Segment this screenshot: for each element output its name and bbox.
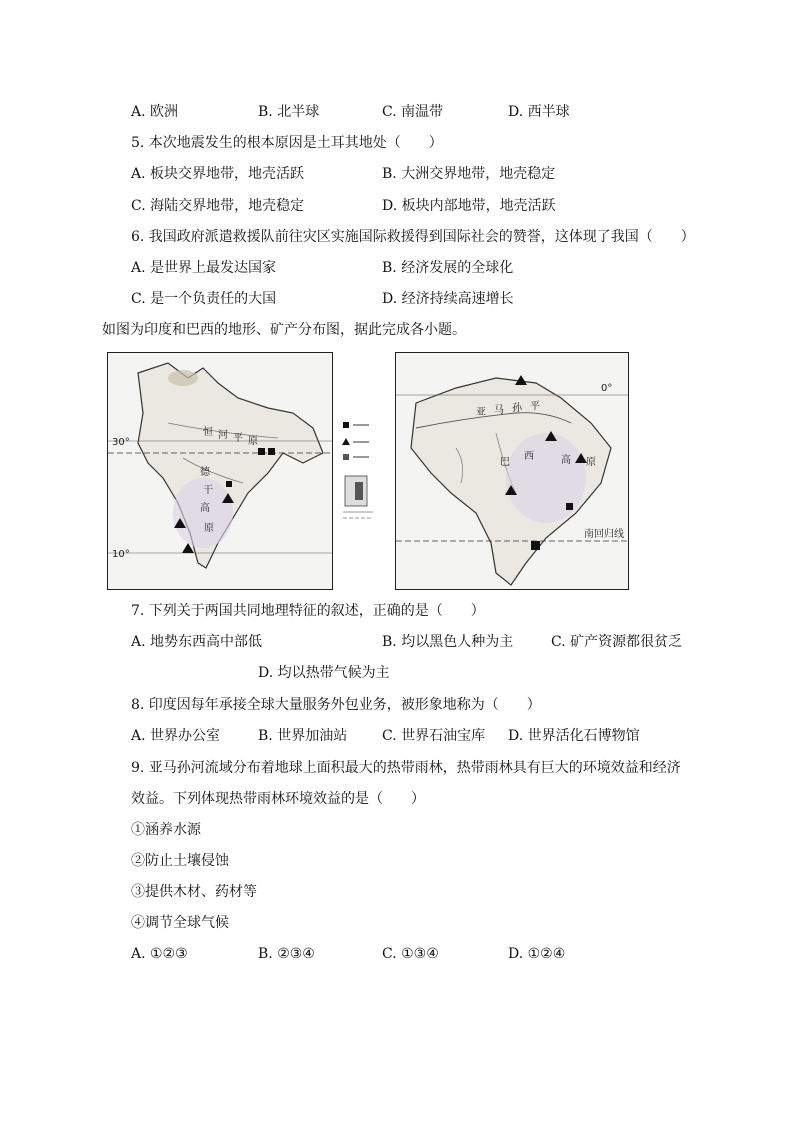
india-deccan-label-3: 高	[200, 503, 210, 514]
q5-option-a: A. 板块交界地带，地壳活跃	[131, 166, 305, 182]
q9-item-4: ④调节全球气候	[131, 915, 229, 931]
india-mine-marker	[226, 481, 232, 487]
brazil-amazon-label-4: 平	[530, 401, 540, 412]
q9-stem-line-2: 效益。下列体现热带雨林环境效益的是（ ）	[131, 791, 425, 807]
q9-option-d: D. ①②④	[508, 946, 566, 962]
india-lat-bottom: 10°	[112, 549, 130, 560]
q9-item-3: ③提供木材、药材等	[131, 884, 257, 900]
q9-stem-line-1: 9. 亚马孙河流域分布着地球上面积最大的热带雨林，热带雨林具有巨大的环境效益和经济	[131, 760, 681, 776]
q5-option-d: D. 板块内部地带，地壳活跃	[382, 198, 556, 214]
india-coal-marker	[258, 448, 265, 455]
q7-option-a: A. 地势东西高中部低	[131, 634, 263, 650]
india-deccan-label-2: 干	[203, 485, 213, 496]
q8-option-c: C. 世界石油宝库	[382, 728, 486, 744]
q9-item-2: ②防止土壤侵蚀	[131, 853, 229, 869]
q7-option-d: D. 均以热带气候为主	[258, 665, 390, 681]
q9-item-1: ①涵养水源	[131, 822, 201, 838]
q7-stem: 7. 下列关于两国共同地理特征的叙述，正确的是（ ）	[131, 603, 485, 619]
brazil-plateau-label-1: 巴	[500, 457, 510, 468]
india-lat-top: 30°	[112, 437, 130, 448]
brazil-mine-marker	[566, 503, 573, 510]
q4-option-c: C. 南温带	[382, 104, 444, 120]
brazil-plateau-label-4: 原	[586, 457, 596, 468]
q5-option-c: C. 海陆交界地带，地壳稳定	[131, 198, 305, 214]
q6-option-b: B. 经济发展的全球化	[382, 260, 514, 276]
map-intro: 如图为印度和巴西的地形、矿产分布图，据此完成各小题。	[102, 322, 466, 338]
brazil-map	[395, 352, 629, 590]
q7-option-b: B. 均以黑色人种为主	[382, 634, 514, 650]
india-deccan-label-1: 德	[200, 467, 210, 478]
q4-option-a: A. 欧洲	[131, 104, 179, 120]
brazil-lat-top: 0°	[601, 383, 613, 394]
q8-option-b: B. 世界加油站	[258, 728, 348, 744]
q9-option-b: B. ②③④	[258, 946, 315, 962]
india-plain-label-1: 恒	[203, 427, 213, 438]
q6-option-a: A. 是世界上最发达国家	[131, 260, 277, 276]
q6-option-c: C. 是一个负责任的大国	[131, 291, 277, 307]
brazil-plateau-label-2: 西	[524, 451, 534, 462]
india-plain-label-3: 平	[233, 433, 243, 444]
brazil-amazon-label-1: 亚	[476, 407, 486, 418]
brazil-tropic-label: 南回归线	[584, 529, 624, 540]
q4-option-b: B. 北半球	[258, 104, 320, 120]
q6-stem: 6. 我国政府派遣救援队前往灾区实施国际救援得到国际社会的赞誉，这体现了我国（ ）	[131, 229, 695, 245]
brazil-plateau-label-3: 高	[561, 455, 571, 466]
brazil-coal-marker	[531, 541, 540, 550]
q8-option-a: A. 世界办公室	[131, 728, 221, 744]
india-coal-marker-2	[268, 448, 275, 455]
q8-option-d: D. 世界活化石博物馆	[508, 728, 640, 744]
map-legend	[337, 418, 379, 528]
brazil-amazon-label-3: 孙	[512, 403, 522, 414]
q5-stem: 5. 本次地震发生的根本原因是土耳其地处（ ）	[131, 135, 443, 151]
india-deccan-label-4: 原	[204, 523, 214, 534]
india-plain-label-2: 河	[218, 430, 228, 441]
q9-option-a: A. ①②③	[131, 946, 188, 962]
q6-option-d: D. 经济持续高速增长	[382, 291, 514, 307]
q9-option-c: C. ①③④	[382, 946, 439, 962]
brazil-amazon-label-2: 马	[494, 405, 504, 416]
india-map	[107, 352, 333, 590]
q4-option-d: D. 西半球	[508, 104, 570, 120]
india-plain-label-4: 原	[248, 436, 258, 447]
q8-stem: 8. 印度因每年承接全球大量服务外包业务，被形象地称为（ ）	[131, 697, 541, 713]
q7-option-c: C. 矿产资源都很贫乏	[551, 634, 683, 650]
q5-option-b: B. 大洲交界地带，地壳稳定	[382, 166, 556, 182]
